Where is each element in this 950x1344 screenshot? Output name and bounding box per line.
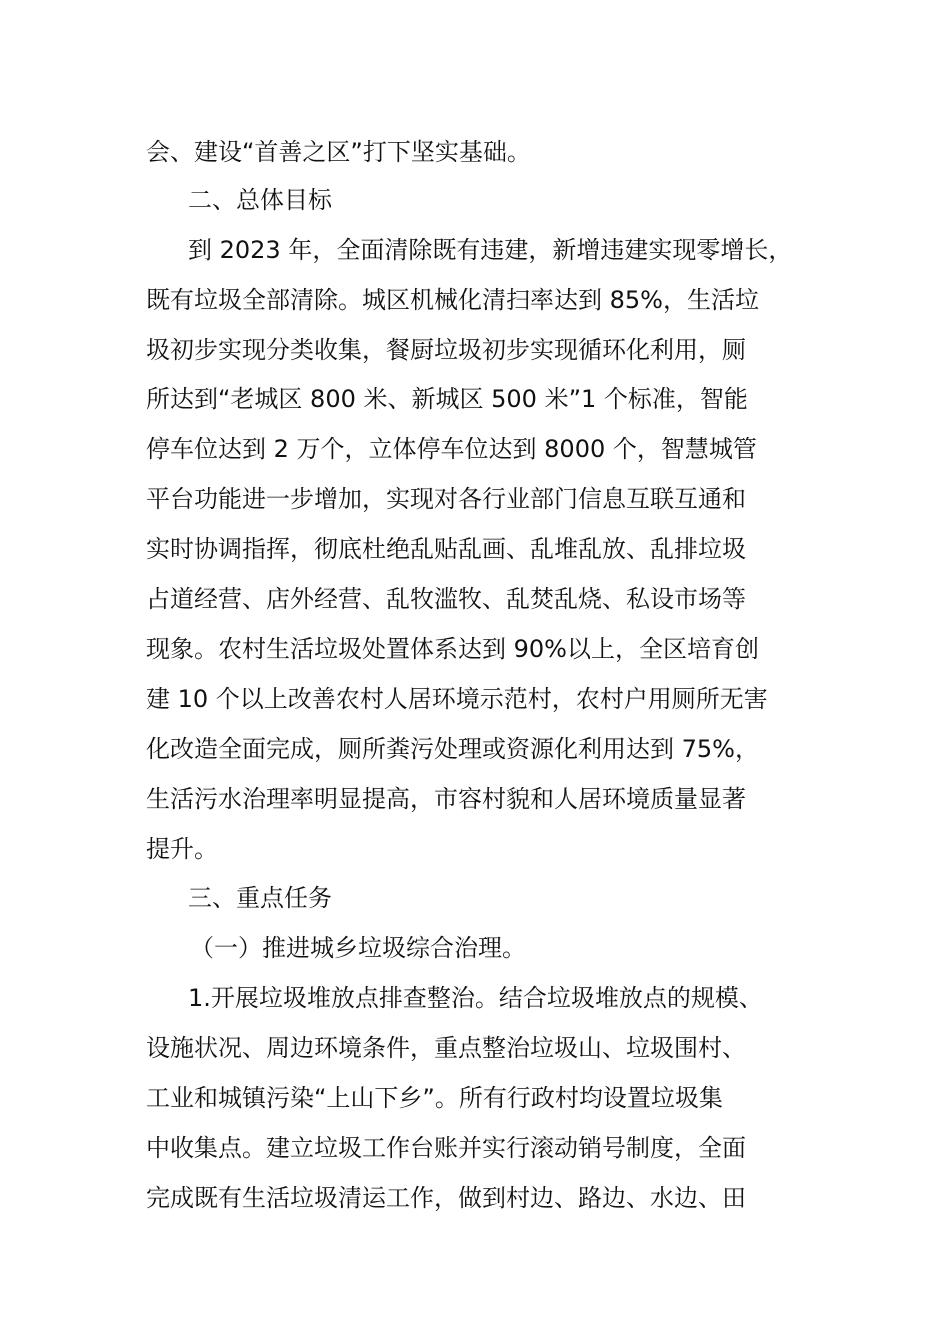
paragraph-line: 所达到“老城区 800 米、新城区 500 米”1 个标准，智能 [146, 385, 748, 413]
paragraph-line: 完成既有生活垃圾清运工作，做到村边、路边、水边、田 [146, 1184, 746, 1212]
paragraph-line: 到 2023 年，全面清除既有违建，新增违建实现零增长， [188, 236, 793, 264]
paragraph-line: 工业和城镇污染“上山下乡”。所有行政村均设置垃圾集 [146, 1084, 723, 1112]
paragraph-line: 停车位达到 2 万个，立体停车位达到 8000 个，智慧城管 [146, 435, 757, 463]
paragraph-line: 提升。 [146, 835, 218, 863]
paragraph-line: 化改造全面完成，厕所粪污处理或资源化利用达到 75%， [146, 735, 759, 763]
paragraph-line: 会、建设“首善之区”打下坚实基础。 [146, 138, 531, 166]
paragraph-line: 实时协调指挥，彻底杜绝乱贴乱画、乱堆乱放、乱排垃圾 [146, 535, 746, 563]
subsection-heading: （一）推进城乡垃圾综合治理。 [190, 934, 526, 962]
paragraph-line: 现象。农村生活垃圾处置体系达到 90%以上，全区培育创 [146, 635, 759, 663]
paragraph-line: 占道经营、店外经营、乱牧滥牧、乱焚乱烧、私设市场等 [146, 585, 746, 613]
paragraph-line: 生活污水治理率明显提高，市容村貌和人居环境质量显著 [146, 785, 746, 813]
paragraph-line: 1.开展垃圾堆放点排查整治。结合垃圾堆放点的规模、 [188, 984, 763, 1012]
section-heading: 二、总体目标 [188, 186, 332, 214]
paragraph-line: 既有垃圾全部清除。城区机械化清扫率达到 85%，生活垃 [146, 286, 759, 314]
paragraph-line: 平台功能进一步增加，实现对各行业部门信息互联互通和 [146, 485, 746, 513]
paragraph-line: 圾初步实现分类收集，餐厨垃圾初步实现循环化利用，厕 [146, 336, 746, 364]
paragraph-line: 中收集点。建立垃圾工作台账并实行滚动销号制度，全面 [146, 1134, 746, 1162]
section-heading: 三、重点任务 [188, 884, 332, 912]
paragraph-line: 设施状况、周边环境条件，重点整治垃圾山、垃圾围村、 [146, 1034, 746, 1062]
paragraph-line: 建 10 个以上改善农村人居环境示范村，农村户用厕所无害 [146, 685, 768, 713]
